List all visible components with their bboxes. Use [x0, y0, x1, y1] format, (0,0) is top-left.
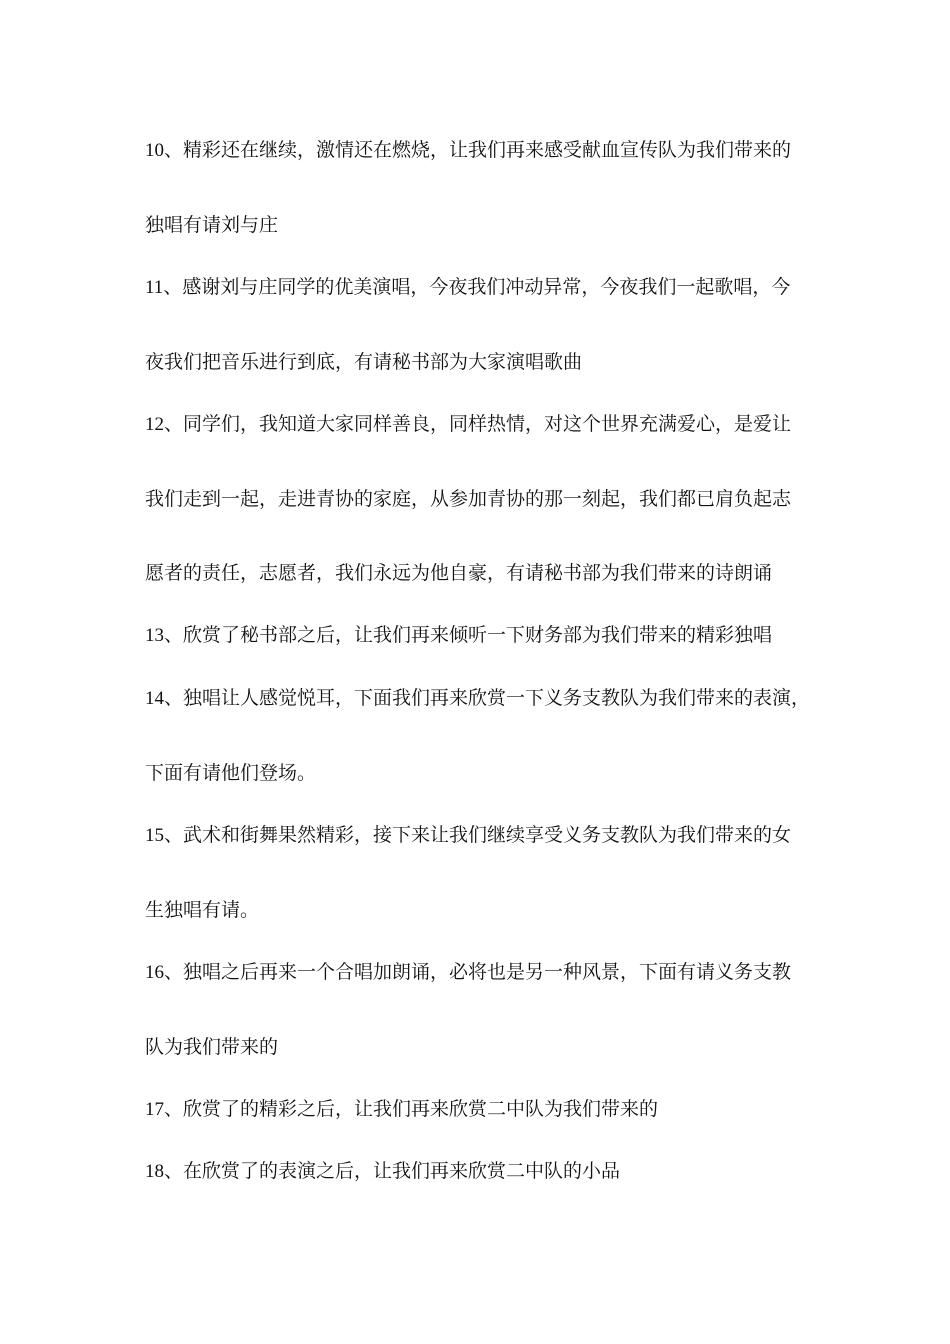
line-text: 生独唱有请。: [145, 899, 260, 921]
item-number: 18: [145, 1161, 164, 1182]
item-number: 14: [145, 688, 164, 709]
paragraph-16-line-2: [145, 1032, 815, 1062]
item-number: 10: [145, 140, 164, 161]
line-text: 精彩还在继续，激情还在燃烧，让我们再来感受献血宣传队为我们带来的: [183, 139, 792, 161]
line-text: 欣赏了秘书部之后，让我们再来倾听一下财务部为我们带来的精彩独唱: [183, 624, 773, 646]
paragraph-12-line-2: [145, 484, 815, 514]
paragraph-15-line-2: [145, 895, 815, 925]
paragraph-16-line-1: 16、独唱之后再来一个合唱加朗诵，必将也是另一种风景，下面有请义务支教: [145, 961, 792, 983]
line-text: 愿者的责任，志愿者，我们永远为他自豪，有请秘书部为我们带来的诗朗诵: [145, 562, 773, 584]
paragraph-14-line-1: 14、独唱让人感觉悦耳，下面我们再来欣赏一下义务支教队为我们带来的表演，: [145, 687, 811, 709]
line-text: 我们走到一起，走进青协的家庭，从参加青协的那一刻起，我们都已肩负起志: [145, 488, 792, 510]
item-number: 17: [145, 1099, 164, 1120]
line-text: 下面有请他们登场。: [145, 762, 317, 784]
line-text: 武术和街舞果然精彩，接下来让我们继续享受义务支教队为我们带来的女: [183, 824, 792, 846]
item-number: 12: [145, 414, 164, 435]
paragraph-15-line-1: 15、武术和街舞果然精彩，接下来让我们继续享受义务支教队为我们带来的女: [145, 824, 792, 846]
line-text: 队为我们带来的: [145, 1036, 279, 1058]
paragraph-11-line-2: [145, 347, 815, 377]
paragraph-12-line-3: [145, 558, 815, 588]
item-number: 15: [145, 825, 164, 846]
paragraph-18-line-1: 18、在欣赏了的表演之后，让我们再来欣赏二中队的小品: [145, 1160, 621, 1182]
paragraph-11-line-1: 11、感谢刘与庄同学的优美演唱，今夜我们冲动异常，今夜我们一起歌唱，今: [145, 276, 791, 298]
paragraph-17-line-1: 17、欣赏了的精彩之后，让我们再来欣赏二中队为我们带来的: [145, 1098, 659, 1120]
item-number: 16: [145, 962, 164, 983]
line-text: 欣赏了的精彩之后，让我们再来欣赏二中队为我们带来的: [183, 1098, 659, 1120]
paragraph-13-line-1: 13、欣赏了秘书部之后，让我们再来倾听一下财务部为我们带来的精彩独唱: [145, 624, 773, 646]
paragraph-12-line-1: 12、同学们，我知道大家同样善良，同样热情，对这个世界充满爱心，是爱让: [145, 413, 792, 435]
line-text: 感谢刘与庄同学的优美演唱，今夜我们冲动异常，今夜我们一起歌唱，今: [182, 276, 791, 298]
line-text: 在欣赏了的表演之后，让我们再来欣赏二中队的小品: [183, 1160, 621, 1182]
line-text: 夜我们把音乐进行到底，有请秘书部为大家演唱歌曲: [145, 351, 583, 373]
line-text: 独唱让人感觉悦耳，下面我们再来欣赏一下义务支教队为我们带来的表演，: [183, 687, 811, 709]
line-text: 独唱之后再来一个合唱加朗诵，必将也是另一种风景，下面有请义务支教: [183, 961, 792, 983]
line-text: 同学们，我知道大家同样善良，同样热情，对这个世界充满爱心，是爱让: [183, 413, 792, 435]
item-number: 11: [145, 277, 164, 298]
paragraph-14-line-2: [145, 758, 815, 788]
line-text: 独唱有请刘与庄: [145, 214, 279, 236]
paragraph-10-line-1: 10、精彩还在继续，激情还在燃烧，让我们再来感受献血宣传队为我们带来的: [145, 139, 792, 161]
paragraph-10-line-2: [145, 210, 815, 240]
item-number: 13: [145, 625, 164, 646]
